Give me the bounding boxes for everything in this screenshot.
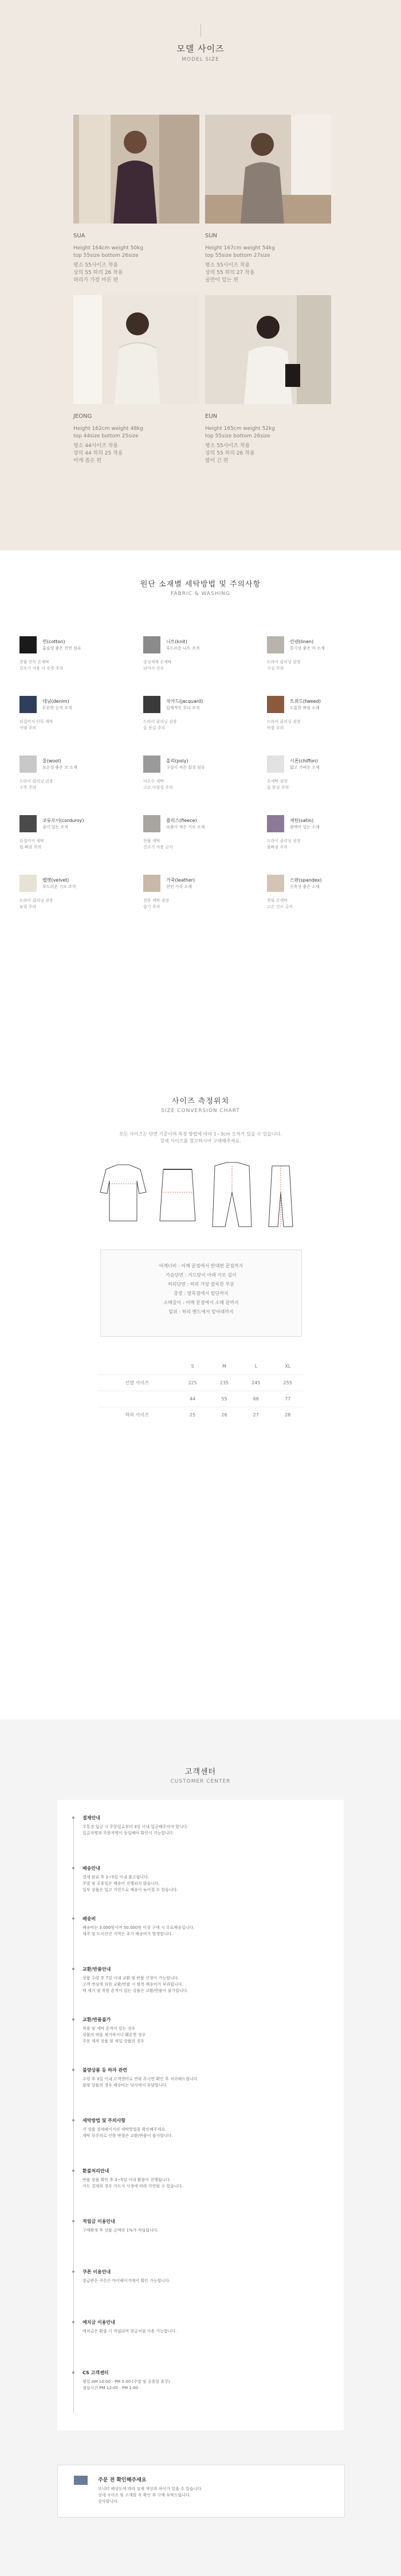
- fabric-name: 시폰(chiffon): [290, 758, 318, 764]
- fabric-item: [19, 815, 134, 872]
- size-col-s: S: [191, 1364, 194, 1369]
- fabric-swatch: [267, 636, 284, 653]
- fabric-name: 새틴(satin): [290, 818, 314, 823]
- size-col-m: M: [222, 1364, 226, 1369]
- fabric-swatch: [267, 696, 284, 713]
- measure-guide-box: [100, 1250, 302, 1337]
- size-cell: 44: [190, 1396, 196, 1401]
- fabric-note: 뒤집어서 세탁 털 빠짐 주의: [19, 839, 44, 849]
- size-intro: 모든 사이즈는 단면 기준이며 측정 방법에 따라 1~3cm 오차가 있을 수 있습니다. 상세 사이즈를 참고하시어 구매해주세요.: [119, 1132, 282, 1144]
- measure-guide-text: 어깨너비 : 어깨 끝점에서 반대편 끝점까지 가슴단면 : 겨드랑이 아래 가로 길이 허리단면 : 허리 가장 잘록한 부분 총장 : 옆목점에서 밑단까지 소매길이 : 어깨 끝점에서 소매 끝까지 밑위 : 허리 밴드에서 밑아래까지: [159, 1263, 243, 1314]
- fabric-item: [143, 815, 258, 872]
- fabric-note: 드라이 클리닝 권장 물빠짐 주의: [267, 839, 301, 849]
- fabric-item: [267, 875, 382, 932]
- fabric-name: 면(cotton): [42, 639, 65, 644]
- model-note-1: 평소 55사이즈 착용 상의 55 하의 26 착용 허리가 가장 마른 편: [73, 263, 123, 283]
- cs-subtitle: CUSTOMER CENTER: [170, 1779, 231, 1784]
- cs-block-head: 배송비: [82, 1916, 96, 1921]
- fabric-item: [19, 636, 134, 694]
- fabric-name: 스판(spandex): [290, 878, 322, 883]
- size-chart-section: [0, 1095, 401, 1720]
- fabric-grid: [19, 636, 382, 934]
- fabric-name: 트위드(tweed): [290, 699, 321, 704]
- size-subtitle: SIZE CONVERSION CHART: [161, 1108, 240, 1114]
- cs-title: 고객센터: [184, 1768, 217, 1776]
- fabric-item: [143, 696, 258, 753]
- size-cell: 225: [188, 1380, 197, 1385]
- model-photo-1: [73, 115, 199, 224]
- fabric-note: 드라이 클리닝 권장 수축 주의: [19, 779, 53, 790]
- fabric-desc: 골이 있는 조직: [42, 825, 69, 829]
- model-name-3: JEONG: [73, 413, 92, 420]
- customer-center-section: [0, 1720, 401, 2576]
- cs-block-head: 환불처리안내: [82, 2168, 109, 2174]
- fabric-swatch: [143, 815, 160, 832]
- fabric-desc: 입체적인 무늬 조직: [166, 706, 200, 710]
- model-note-4: 평소 55사이즈 착용 상의 55 하의 26 착용 팔이 긴 편: [205, 443, 255, 464]
- fabric-swatch: [19, 815, 37, 832]
- cs-block-head: 불량상품 등 하자 관련: [82, 2068, 127, 2073]
- size-cell: 26: [221, 1412, 227, 1418]
- size-row-label: 신발 사이즈: [125, 1380, 149, 1385]
- size-title: 사이즈 측정위치: [171, 1097, 230, 1106]
- title-divider: [200, 24, 201, 37]
- cs-block-text: 수령 후 3일 이내 고객센터로 연락 주시면 확인 후 처리해드립니다. 불량 상품의 경우 배송비는 당사에서 부담합니다.: [82, 2077, 199, 2088]
- size-cell: 55: [221, 1396, 227, 1401]
- notice-title: 주문 전 확인해주세요: [98, 2477, 147, 2483]
- timeline-dot: [72, 2119, 74, 2121]
- fabric-desc: 신축성 좋은 소재: [290, 884, 320, 889]
- fabric-item: [19, 875, 134, 932]
- size-cell: 235: [219, 1380, 229, 1385]
- fabric-desc: 부드러운 니트 조직: [166, 646, 200, 651]
- cs-block-text: 평일 AM 10:00 - PM 5:00 (주말 및 공휴일 휴무) 점심시간 PM 12:00 - PM 1:00: [82, 2379, 170, 2390]
- model-photo-2: [205, 115, 331, 224]
- model-spec-4: Height 165cm weight 52kg top 55size bottom 26size: [205, 426, 275, 439]
- fabric-name: 폴리(poly): [166, 758, 188, 764]
- cs-block-text: 착용 및 세탁 흔적이 있는 경우 상품의 택을 제거하거나 훼손한 경우 주문 제작 상품 및 세일 상품의 경우: [82, 2026, 146, 2043]
- fabric-name: 플리스(fleece): [166, 818, 197, 823]
- cs-block-head: 배송안내: [82, 1866, 100, 1871]
- fabric-note: 드라이 클리닝 권장 마찰 주의: [267, 719, 301, 730]
- fabric-swatch: [143, 636, 160, 653]
- fabric-title: 원단 소재별 세탁방법 및 주의사항: [140, 580, 261, 589]
- fabric-item: [267, 696, 382, 753]
- fabric-item: [19, 696, 134, 753]
- size-col-label: [97, 1359, 176, 1375]
- fabric-desc: 얇고 가벼운 소재: [290, 765, 320, 770]
- size-col-l: L: [254, 1364, 258, 1369]
- model-spec-1: Height 164cm weight 50kg top 55size bottom 26size: [73, 245, 143, 259]
- size-cell: 66: [253, 1396, 259, 1401]
- size-table: [97, 1359, 304, 1423]
- size-row-label: 하의 사이즈: [125, 1412, 149, 1418]
- fabric-note: 찬물 손세탁 고온 건조 금지: [267, 898, 293, 909]
- size-cell: 245: [251, 1380, 261, 1385]
- timeline-dot: [72, 1968, 74, 1970]
- cs-block-head: 교환/반품불가: [82, 2017, 111, 2022]
- fabric-name: 벨벳(velvet): [42, 878, 69, 883]
- fabric-swatch: [267, 755, 284, 773]
- size-col-xl: XL: [285, 1364, 291, 1369]
- fabric-swatch: [19, 755, 37, 773]
- model-size-section: [0, 0, 401, 550]
- cs-block-head: 세탁방법 및 주의사항: [82, 2118, 126, 2123]
- garment-diagrams: [89, 1158, 312, 1232]
- cs-block-text: 상품 수령 후 7일 이내 교환 및 반품 신청이 가능합니다. 고객 변심에 의한 교환/반품 시 왕복 배송비가 부과됩니다. 택 제거 및 착용 흔적이 있는 상품은 교환/반품이 불가합니다.: [82, 1976, 188, 1993]
- fabric-name: 가죽(leather): [166, 878, 195, 883]
- size-cell: 77: [285, 1396, 291, 1401]
- cs-block-text: 결제 완료 후 2~5일 이내 출고됩니다. 주말 및 공휴일은 배송이 진행되지 않습니다. 일부 상품은 입고 지연으로 배송이 늦어질 수 있습니다.: [82, 1875, 178, 1892]
- cs-block-text: 무통장 입금 시 주문일로부터 3일 이내 입금해주셔야 합니다. 입금자명과 주문자명이 동일해야 확인이 가능합니다.: [82, 1825, 188, 1835]
- fabric-swatch: [143, 755, 160, 773]
- fabric-item: [267, 815, 382, 872]
- timeline-dot: [72, 2220, 74, 2222]
- fabric-swatch: [19, 875, 37, 892]
- model-card-2: [205, 115, 331, 284]
- cs-block-text: 구매확정 후 상품 금액의 1%가 적립됩니다.: [82, 2228, 159, 2233]
- fabric-desc: 부드러운 기모 조직: [42, 884, 76, 889]
- fabric-subtitle: FABRIC & WASHING: [170, 591, 231, 597]
- size-cell: 27: [253, 1412, 259, 1418]
- fabric-name: 자카드(jacquard): [166, 699, 203, 704]
- truck-icon: [74, 2476, 88, 2485]
- fabric-name: 린넨(linen): [290, 639, 314, 644]
- model-spec-2: Height 167cm weight 54kg top 55size bottom 27size: [205, 245, 275, 259]
- fabric-name: 니트(knit): [166, 639, 187, 644]
- fabric-swatch: [19, 636, 37, 653]
- model-spec-3: Height 162cm weight 48kg top 44size bottom 25size: [73, 426, 143, 439]
- fabric-swatch: [143, 875, 160, 892]
- cs-block-head: 결제안내: [82, 1815, 100, 1821]
- fabric-desc: 천연 가죽 소재: [166, 884, 192, 889]
- model-photo-4: [205, 295, 331, 404]
- cs-block-text: 배송비는 3,000원이며 50,000원 이상 구매 시 무료배송입니다. 제주 및 도서산간 지역은 추가 배송비가 발생합니다.: [82, 1925, 195, 1936]
- fabric-desc: 광택이 있는 소재: [290, 825, 320, 829]
- timeline-dot: [72, 2321, 74, 2323]
- fabric-note: 미온수 세탁 고온 다림질 주의: [143, 779, 173, 790]
- cs-block-text: 발급받은 쿠폰은 마이페이지에서 확인 가능합니다.: [82, 2279, 171, 2283]
- fabric-desc: 보온성 좋은 모 소재: [42, 765, 77, 770]
- fabric-swatch: [267, 875, 284, 892]
- timeline-dot: [72, 1867, 74, 1869]
- fabric-note: 뒤집어서 단독 세탁 이염 주의: [19, 719, 53, 730]
- fabric-desc: 보풀이 적은 기모 소재: [166, 825, 205, 829]
- cs-block-head: 교환/반품안내: [82, 1967, 111, 1972]
- cs-block-head: 적립금 이용안내: [82, 2219, 115, 2224]
- cs-content-box: [57, 1800, 344, 2430]
- model-subtitle: MODEL SIZE: [182, 57, 219, 62]
- model-name-4: EUN: [205, 413, 218, 420]
- fabric-desc: 흡습성 좋은 천연 섬유: [42, 646, 81, 651]
- timeline-line: [73, 1817, 74, 2413]
- fabric-item: [267, 636, 382, 694]
- fabric-item: [143, 875, 258, 932]
- timeline-dot: [72, 2170, 74, 2172]
- fabric-item: [19, 755, 134, 813]
- timeline-dot: [72, 1917, 74, 1920]
- fabric-swatch: [267, 815, 284, 832]
- cs-block-head: 예치금 이용안내: [82, 2320, 115, 2325]
- model-name-1: SUA: [73, 233, 85, 239]
- fabric-note: 전문 세탁 권장 습기 주의: [143, 898, 170, 909]
- fabric-note: 드라이 클리닝 권장 눌림 주의: [19, 898, 53, 909]
- fabric-desc: 튼튼한 능직 조직: [42, 706, 72, 710]
- size-cell: 28: [285, 1412, 291, 1418]
- fabric-name: 데님(denim): [42, 699, 69, 704]
- fabric-note: 손세탁 권장 올 뜯김 주의: [267, 779, 289, 790]
- model-photo-3: [73, 295, 199, 404]
- fabric-name: 울(wool): [42, 758, 61, 764]
- cs-block-text: 각 상품 상세페이지의 세탁방법을 확인해주세요. 세탁 부주의로 인한 변형은 교환/반품이 불가합니다.: [82, 2127, 173, 2138]
- model-card-1: [73, 115, 199, 284]
- notice-text: 모니터 해상도에 따라 실제 색상과 차이가 있을 수 있습니다. 상세 사이즈 및 소재를 꼭 확인 후 구매 부탁드립니다. 감사합니다.: [98, 2487, 203, 2504]
- fabric-note: 찬물 단독 손세탁 건조기 사용 시 수축 주의: [19, 660, 64, 671]
- timeline-dot: [72, 2371, 74, 2374]
- model-card-3: [73, 295, 199, 465]
- fabric-item: [143, 636, 258, 694]
- model-note-2: 평소 55사이즈 착용 상의 55 하의 27 착용 골반이 있는 편: [205, 263, 255, 283]
- fabric-item: [267, 755, 382, 813]
- size-row-label: [97, 1391, 176, 1407]
- timeline-dot: [72, 2270, 74, 2273]
- timeline-dot: [72, 1816, 74, 1819]
- fabric-swatch: [19, 696, 37, 713]
- cs-block-text: 반품 상품 확인 후 3~5일 이내 환불이 진행됩니다. 카드 결제의 경우 카드사 사정에 따라 지연될 수 있습니다.: [82, 2178, 183, 2189]
- model-title: 모델 사이즈: [176, 44, 225, 54]
- fabric-item: [143, 755, 258, 813]
- fabric-desc: 구김이 적은 합성 섬유: [166, 765, 205, 770]
- fabric-note: 드라이 클리닝 권장 구김 주의: [267, 660, 301, 671]
- cs-block-head: CS 고객센터: [82, 2370, 109, 2375]
- fabric-desc: 통기성 좋은 마 소재: [290, 646, 325, 651]
- cs-block-head: 쿠폰 이용안내: [82, 2269, 111, 2274]
- timeline-dot: [72, 2069, 74, 2071]
- cs-block-text: 예치금은 환불 시 적립되며 현금처럼 사용 가능합니다.: [82, 2329, 177, 2334]
- fabric-note: 찬물 세탁 건조기 사용 금지: [143, 839, 173, 849]
- timeline-dot: [72, 2018, 74, 2021]
- size-cell: 255: [283, 1380, 292, 1385]
- fabric-section: [0, 550, 401, 1095]
- notice-box: [57, 2465, 345, 2518]
- fabric-note: 중성세제 손세탁 뉘어서 건조: [143, 660, 172, 671]
- fabric-desc: 도톰한 짜임 소재: [290, 706, 320, 710]
- size-cell: 25: [190, 1412, 196, 1418]
- model-card-4: [205, 295, 331, 465]
- model-note-3: 평소 44사이즈 착용 상의 44 하의 25 착용 어깨 좁은 편: [73, 443, 123, 464]
- fabric-swatch: [143, 696, 160, 713]
- model-name-2: SUN: [205, 233, 218, 239]
- fabric-note: 드라이 클리닝 권장 올 뜯김 주의: [143, 719, 177, 730]
- fabric-name: 코듀로이(corduroy): [42, 818, 84, 823]
